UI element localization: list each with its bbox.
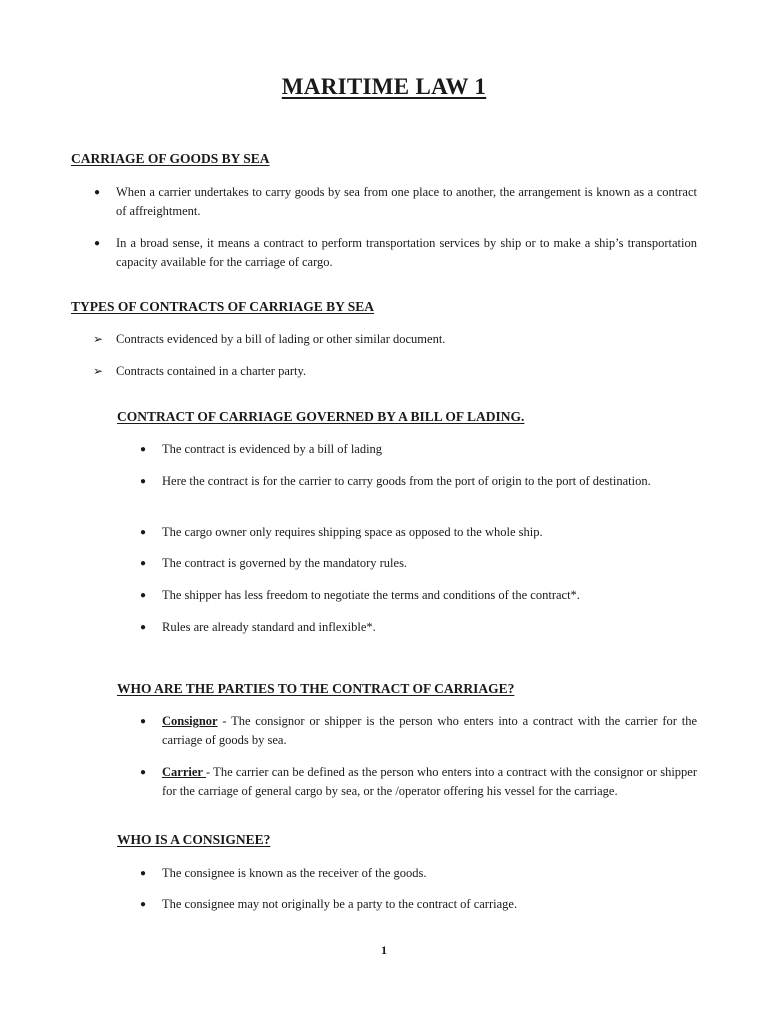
bullet-icon: ● xyxy=(94,187,101,198)
bullet-icon: ● xyxy=(140,868,147,879)
list-item-text: The contract is governed by the mandatory rules. xyxy=(162,556,408,570)
list-item xyxy=(140,523,697,542)
arrow-bullet-icon: ➢ xyxy=(93,364,104,378)
list-item-text: The consignee is known as the receiver of the goods. xyxy=(162,866,427,880)
list-item-text: The consignee may not originally be a party to the contract of carriage. xyxy=(162,897,518,911)
list-item xyxy=(94,234,697,272)
list-item xyxy=(140,864,697,883)
bullet-icon: ● xyxy=(140,622,147,633)
list-item-text: Contracts contained in a charter party. xyxy=(116,364,307,378)
heading-types-of-contracts: TYPES OF CONTRACTS OF CARRIAGE BY SEA xyxy=(71,299,375,314)
list-item xyxy=(140,763,697,801)
term-consignor: Consignor xyxy=(162,714,218,728)
list-item-text: - The carrier can be defined as the person who enters into a contract with the consignor or shipper for the carriage of general cargo by sea, or the /operator offering his vessel for the carriage. xyxy=(162,765,697,798)
list-item-text: The cargo owner only requires shipping space as opposed to the whole ship. xyxy=(162,525,543,539)
bullet-icon: ● xyxy=(140,767,147,778)
list-item-text: - The consignor or shipper is the person who enters into a contract with the carrier for the carriage of goods by sea. xyxy=(162,714,697,747)
heading-consignee: WHO IS A CONSIGNEE? xyxy=(117,832,271,847)
list-item-text: The contract is evidenced by a bill of lading xyxy=(162,442,383,456)
bullet-icon: ● xyxy=(140,527,147,538)
list-item xyxy=(93,362,697,381)
bullet-icon: ● xyxy=(94,238,101,249)
list-item xyxy=(140,712,697,750)
list-item xyxy=(140,586,697,605)
bullet-icon: ● xyxy=(140,476,147,487)
list-item-text: Contracts evidenced by a bill of lading or other similar document. xyxy=(116,332,446,346)
list-item xyxy=(140,618,697,637)
bullet-icon: ● xyxy=(140,558,147,569)
list-item xyxy=(140,554,697,573)
list-item-text: In a broad sense, it means a contract to perform transportation services by ship or to make a ship’s transportation capacity available for the carriage of cargo. xyxy=(116,236,697,269)
page-number: 1 xyxy=(381,943,387,957)
list-item-text: Rules are already standard and inflexible*. xyxy=(162,620,376,634)
heading-bill-of-lading: CONTRACT OF CARRIAGE GOVERNED BY A BILL OF LADING. xyxy=(117,409,525,424)
list-item xyxy=(140,472,697,491)
heading-parties-to-contract: WHO ARE THE PARTIES TO THE CONTRACT OF CARRIAGE? xyxy=(117,681,515,696)
bullet-icon: ● xyxy=(140,444,147,455)
list-item xyxy=(140,440,697,459)
heading-carriage-of-goods: CARRIAGE OF GOODS BY SEA xyxy=(71,151,270,166)
bullet-icon: ● xyxy=(140,590,147,601)
list-item xyxy=(94,183,697,221)
document-title: MARITIME LAW 1 xyxy=(281,74,487,99)
bullet-icon: ● xyxy=(140,899,147,910)
list-item xyxy=(93,330,697,349)
list-item-text: When a carrier undertakes to carry goods by sea from one place to another, the arrangement is known as a contract of affreightment. xyxy=(116,185,697,218)
list-item-text: The shipper has less freedom to negotiate the terms and conditions of the contract*. xyxy=(162,588,580,602)
list-item xyxy=(140,895,697,914)
bullet-icon: ● xyxy=(140,716,147,727)
arrow-bullet-icon: ➢ xyxy=(93,332,104,346)
list-item-text: Here the contract is for the carrier to carry goods from the port of origin to the port of destination. xyxy=(162,474,651,488)
term-carrier: Carrier xyxy=(162,765,206,779)
